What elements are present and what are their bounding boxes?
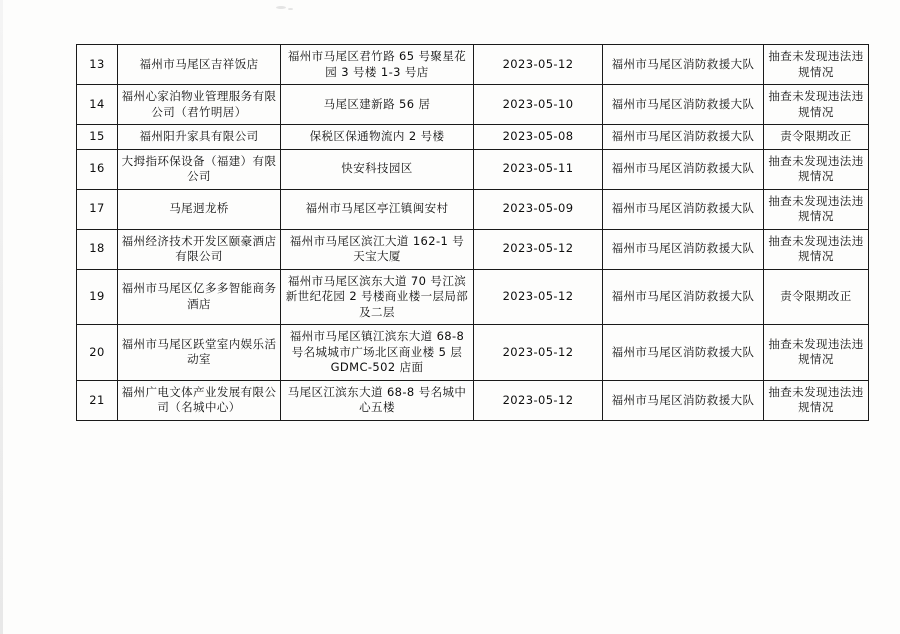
inspection-table [76, 44, 869, 421]
inspection-authority: 福州市马尾区消防救援大队 [603, 85, 764, 125]
inspection-date: 2023-05-12 [474, 229, 603, 269]
inspection-authority: 福州市马尾区消防救援大队 [603, 45, 764, 85]
unit-name: 马尾迥龙桥 [118, 189, 281, 229]
table-row [77, 380, 869, 420]
inspection-date: 2023-05-08 [474, 125, 603, 150]
unit-address: 福州市马尾区镇江滨东大道 68-8 号名城城市广场北区商业楼 5 层 GDMC-502 店面 [281, 325, 474, 381]
inspection-table-body [77, 45, 869, 421]
unit-address: 福州市马尾区君竹路 65 号聚星花园 3 号楼 1-3 号店 [281, 45, 474, 85]
inspection-date: 2023-05-12 [474, 380, 603, 420]
inspection-authority: 福州市马尾区消防救援大队 [603, 229, 764, 269]
inspection-result: 抽查未发现违法违规情况 [764, 149, 869, 189]
table-row [77, 125, 869, 150]
table-row [77, 149, 869, 189]
scan-speck [276, 6, 286, 9]
inspection-authority: 福州市马尾区消防救援大队 [603, 325, 764, 381]
inspection-result: 抽查未发现违法违规情况 [764, 325, 869, 381]
row-number: 16 [77, 149, 118, 189]
inspection-date: 2023-05-09 [474, 189, 603, 229]
table-row [77, 189, 869, 229]
table-row [77, 229, 869, 269]
unit-name: 福州市马尾区亿多多智能商务酒店 [118, 269, 281, 325]
unit-name: 福州市马尾区跃堂室内娱乐活动室 [118, 325, 281, 381]
inspection-authority: 福州市马尾区消防救援大队 [603, 380, 764, 420]
inspection-result: 责令限期改正 [764, 269, 869, 325]
inspection-date: 2023-05-12 [474, 325, 603, 381]
unit-name: 福州心家泊物业管理服务有限公司（君竹明居） [118, 85, 281, 125]
row-number: 14 [77, 85, 118, 125]
table-row [77, 269, 869, 325]
unit-address: 快安科技园区 [281, 149, 474, 189]
unit-name: 大拇指环保设备（福建）有限公司 [118, 149, 281, 189]
inspection-date: 2023-05-11 [474, 149, 603, 189]
row-number: 17 [77, 189, 118, 229]
row-number: 15 [77, 125, 118, 150]
inspection-date: 2023-05-12 [474, 269, 603, 325]
inspection-authority: 福州市马尾区消防救援大队 [603, 125, 764, 150]
unit-name: 福州阳升家具有限公司 [118, 125, 281, 150]
inspection-result: 责令限期改正 [764, 125, 869, 150]
unit-name: 福州广电文体产业发展有限公司（名城中心） [118, 380, 281, 420]
row-number: 21 [77, 380, 118, 420]
table-row [77, 45, 869, 85]
inspection-date: 2023-05-12 [474, 45, 603, 85]
unit-name: 福州市马尾区吉祥饭店 [118, 45, 281, 85]
inspection-table-container [76, 44, 864, 421]
inspection-date: 2023-05-10 [474, 85, 603, 125]
inspection-result: 抽查未发现违法违规情况 [764, 85, 869, 125]
inspection-result: 抽查未发现违法违规情况 [764, 380, 869, 420]
unit-name: 福州经济技术开发区颐豪酒店有限公司 [118, 229, 281, 269]
table-row [77, 325, 869, 381]
unit-address: 福州市马尾区滨东大道 70 号江滨新世纪花园 2 号楼商业楼一层局部及二层 [281, 269, 474, 325]
row-number: 20 [77, 325, 118, 381]
unit-address: 马尾区江滨东大道 68-8 号名城中心五楼 [281, 380, 474, 420]
inspection-authority: 福州市马尾区消防救援大队 [603, 149, 764, 189]
row-number: 19 [77, 269, 118, 325]
unit-address: 马尾区建新路 56 居 [281, 85, 474, 125]
inspection-result: 抽查未发现违法违规情况 [764, 229, 869, 269]
inspection-authority: 福州市马尾区消防救援大队 [603, 269, 764, 325]
inspection-result: 抽查未发现违法违规情况 [764, 45, 869, 85]
table-row [77, 85, 869, 125]
row-number: 13 [77, 45, 118, 85]
inspection-result: 抽查未发现违法违规情况 [764, 189, 869, 229]
unit-address: 福州市马尾区亭江镇闽安村 [281, 189, 474, 229]
row-number: 18 [77, 229, 118, 269]
inspection-authority: 福州市马尾区消防救援大队 [603, 189, 764, 229]
page-edge-shadow [0, 0, 3, 634]
unit-address: 保税区保通物流内 2 号楼 [281, 125, 474, 150]
scan-speck [288, 8, 293, 10]
unit-address: 福州市马尾区滨江大道 162-1 号天宝大厦 [281, 229, 474, 269]
